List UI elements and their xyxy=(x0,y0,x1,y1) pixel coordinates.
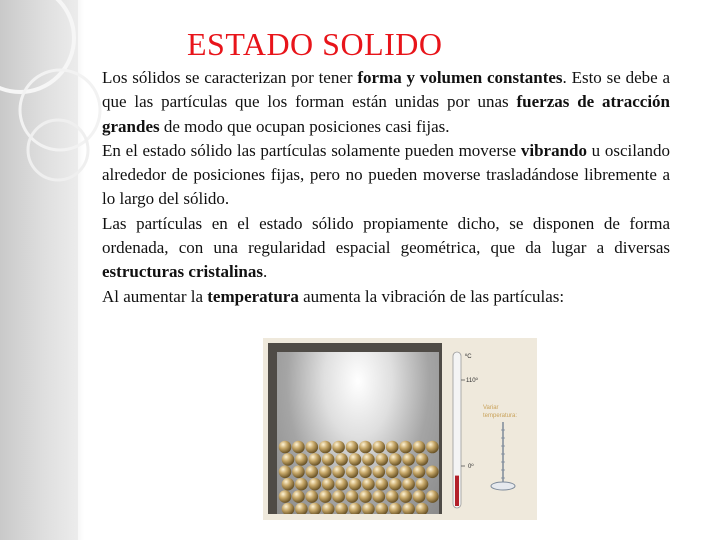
body-paragraph xyxy=(102,139,670,212)
bold-term: forma y volumen constantes xyxy=(357,68,563,87)
thermometer-mercury xyxy=(455,476,459,506)
high-temperature-label: 110º xyxy=(466,378,478,384)
bold-term: temperatura xyxy=(207,286,299,306)
body-paragraph xyxy=(102,66,670,139)
thermometer-diagram xyxy=(263,338,537,520)
knob-label-line2: temperatura: xyxy=(483,413,518,419)
knob-label-line1: Variar xyxy=(483,405,499,411)
bold-term: vibrando xyxy=(520,140,587,160)
text-run: Los sólidos se caracterizan por tener xyxy=(102,68,358,87)
text-run: aumenta la vibración de las partículas: xyxy=(298,286,565,306)
text-run: Las partículas en el estado sólido propiamente dicho, se disponen de forma ordenada, con una regularidad espacial geométrica, que da lugar a diversas xyxy=(102,213,670,258)
body-paragraph xyxy=(102,212,670,285)
text-run: En el estado sólido las partículas solamente pueden moverse xyxy=(102,140,521,160)
knob-base xyxy=(491,482,515,490)
slide-body-text xyxy=(102,66,670,309)
text-run: . xyxy=(263,262,268,282)
unit-label: ºC xyxy=(465,354,472,360)
body-paragraph xyxy=(102,285,670,309)
text-run: Al aumentar la xyxy=(102,286,208,306)
solid-particles-figure xyxy=(263,338,537,520)
slide-title: ESTADO SOLIDO xyxy=(187,26,443,62)
text-run: de modo que ocupan posiciones casi fijas. xyxy=(159,116,450,136)
bold-term: estructuras cristalinas xyxy=(102,262,264,282)
text-run: u oscilando alrededor de posiciones fijas, pero no pueden moverse trasladándose libremente a lo largo del sólido. xyxy=(102,140,670,209)
text-run: . Esto se debe a que las partículas que los forman están unidas por unas xyxy=(102,68,670,112)
bold-term: fuerzas de atracción grandes xyxy=(102,92,670,136)
low-temperature-label: 0º xyxy=(468,464,474,470)
